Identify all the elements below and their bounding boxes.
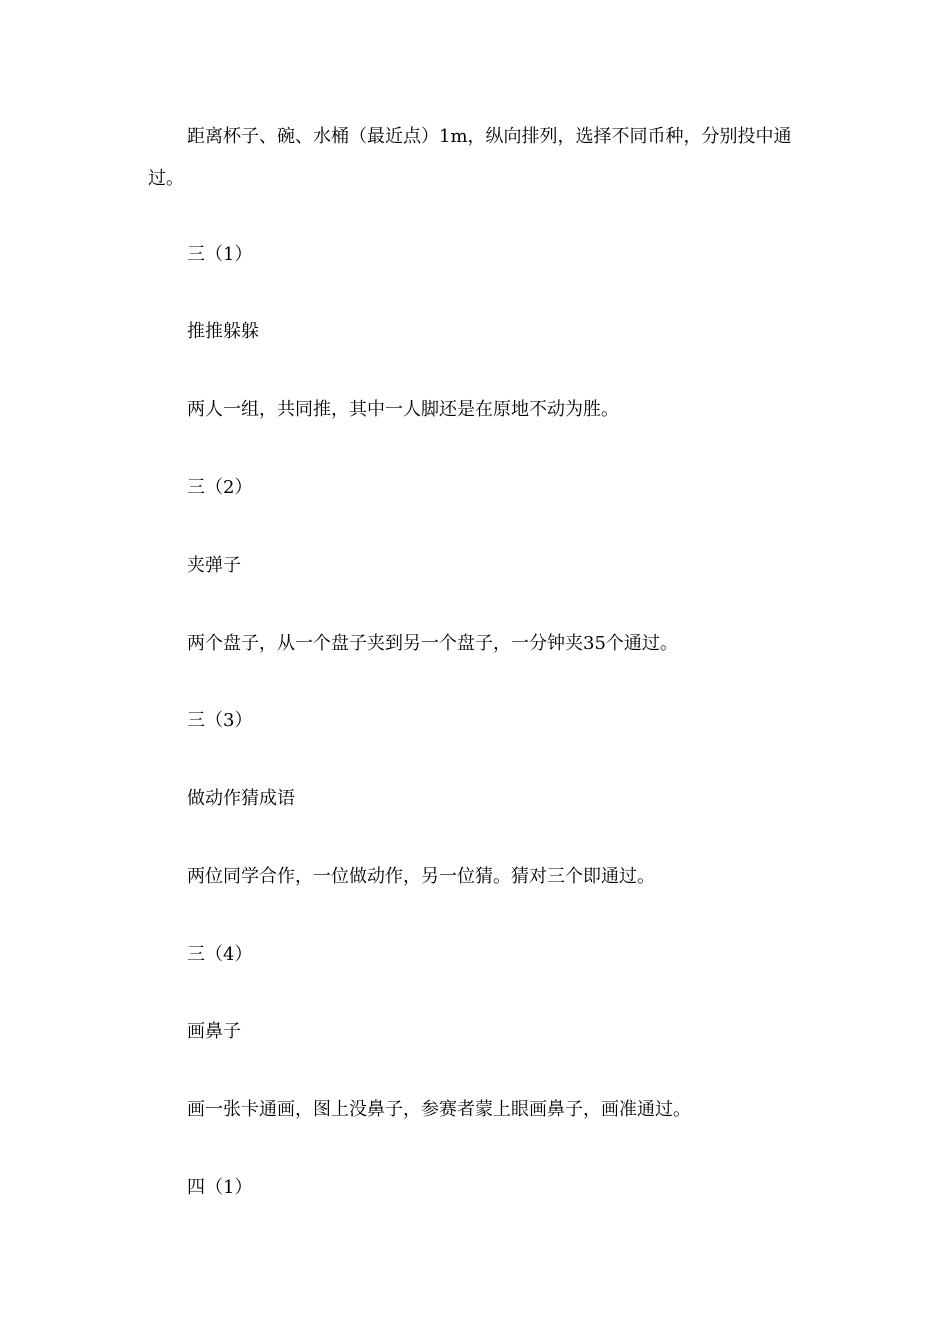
game-title-charades: 做动作猜成语: [187, 788, 295, 809]
paragraph-push-dodge-rules: 两人一组，共同推，其中一人脚还是在原地不动为胜。: [187, 399, 619, 420]
section-heading-4-1: 四（1）: [187, 1177, 253, 1198]
section-heading-3-3: 三（3）: [187, 710, 253, 731]
game-title-push-dodge: 推推躲躲: [187, 321, 259, 342]
section-heading-3-2: 三（2）: [187, 477, 253, 498]
game-title-draw-nose: 画鼻子: [187, 1021, 241, 1042]
paragraph-coin-toss-rules: 距离杯子、碗、水桶（最近点）1m，纵向排列，选择不同币种，分别投中通过。: [148, 126, 792, 189]
paragraph-charades-rules: 两位同学合作，一位做动作，另一位猜。猜对三个即通过。: [187, 866, 655, 887]
game-title-pick-marbles: 夹弹子: [187, 555, 241, 576]
section-heading-3-4: 三（4）: [187, 944, 253, 965]
paragraph-draw-nose-rules: 画一张卡通画，图上没鼻子，参赛者蒙上眼画鼻子，画准通过。: [187, 1099, 691, 1120]
section-heading-3-1: 三（1）: [187, 244, 253, 265]
paragraph-pick-marbles-rules: 两个盘子，从一个盘子夹到另一个盘子，一分钟夹35个通过。: [187, 633, 678, 654]
